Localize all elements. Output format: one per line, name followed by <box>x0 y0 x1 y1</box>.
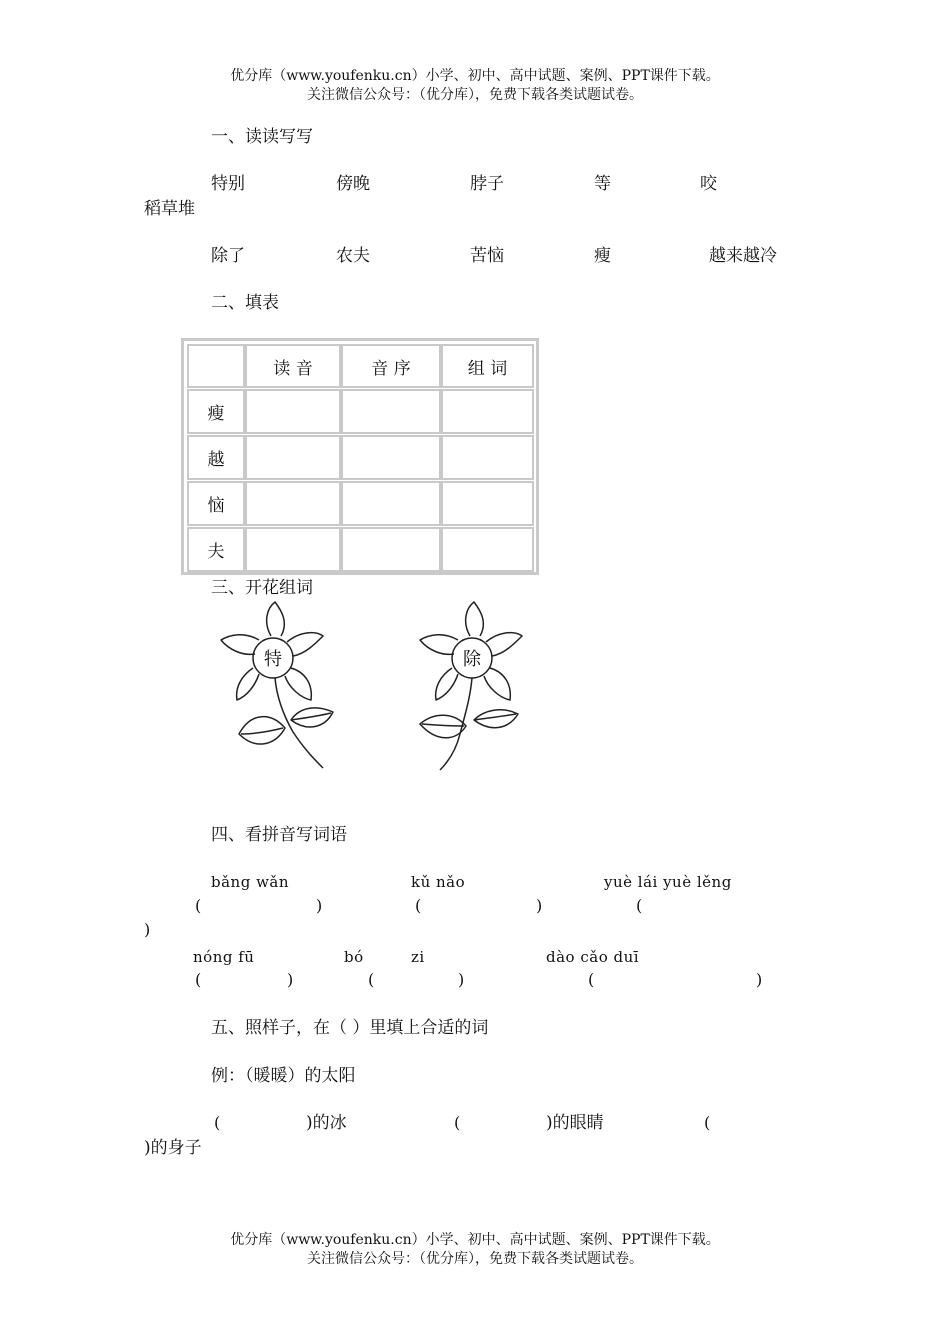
table-header-cell: 组 词 <box>441 344 534 388</box>
answer-paren-open[interactable]: ( <box>214 1113 221 1132</box>
answer-paren-open[interactable]: ( <box>195 970 202 989</box>
pinyin: dào cǎo duī <box>546 948 640 966</box>
pinyin: kǔ nǎo <box>411 873 466 891</box>
header-line-2: 关注微信公众号：（优分库），免费下载各类试题试卷。 <box>307 87 643 103</box>
answer-paren-open[interactable]: ( <box>704 1113 711 1132</box>
answer-paren-open[interactable]: ( <box>195 896 202 915</box>
pinyin: yuè lái yuè lěng <box>604 873 732 891</box>
table-input-cell[interactable] <box>441 389 534 434</box>
table-row-label: 恼 <box>187 481 245 526</box>
fill-table <box>181 338 539 575</box>
table-header-cell: 读 音 <box>245 344 341 388</box>
word-item: 特别 <box>211 174 245 194</box>
section5-title: 五、照样子，在（ ）里填上合适的词 <box>211 1018 489 1038</box>
pinyin: bǎng wǎn <box>211 873 290 891</box>
pinyin: zi <box>411 948 425 966</box>
fill-item: )的冰 <box>306 1113 347 1133</box>
answer-paren-close: ) <box>144 920 151 939</box>
table-row-label: 夫 <box>187 527 245 572</box>
answer-paren-open[interactable]: ( <box>368 970 375 989</box>
table-row-label: 越 <box>187 435 245 480</box>
word-item: 农夫 <box>336 246 370 266</box>
word-item: 傍晚 <box>336 174 370 194</box>
pinyin: bó <box>344 948 364 966</box>
table-input-cell[interactable] <box>245 435 341 480</box>
fill-item: )的身子 <box>144 1138 202 1158</box>
table-corner-cell <box>187 344 245 388</box>
answer-paren-close: ) <box>458 970 465 989</box>
section1-title: 一、读读写写 <box>211 127 313 147</box>
word-item: 越来越冷 <box>709 246 777 266</box>
footer-line-2: 关注微信公众号：（优分库），免费下载各类试题试卷。 <box>307 1251 643 1267</box>
answer-paren-open[interactable]: ( <box>636 896 643 915</box>
word-item: 稻草堆 <box>144 199 195 219</box>
table-input-cell[interactable] <box>341 435 441 480</box>
section2-title: 二、填表 <box>211 293 279 313</box>
example-line: 例：（暖暖）的太阳 <box>211 1066 356 1086</box>
word-item: 瘦 <box>594 246 611 266</box>
table-input-cell[interactable] <box>441 435 534 480</box>
table-input-cell[interactable] <box>245 481 341 526</box>
word-item: 除了 <box>211 246 245 266</box>
word-item: 苦恼 <box>470 246 504 266</box>
answer-paren-close: ) <box>287 970 294 989</box>
table-input-cell[interactable] <box>245 527 341 572</box>
word-item: 咬 <box>700 174 717 194</box>
fill-item: )的眼睛 <box>546 1113 604 1133</box>
flower-illustration <box>215 600 340 772</box>
answer-paren-open[interactable]: ( <box>415 896 422 915</box>
table-input-cell[interactable] <box>441 481 534 526</box>
table-row-label: 瘦 <box>187 389 245 434</box>
answer-paren-close: ) <box>756 970 763 989</box>
table-input-cell[interactable] <box>341 527 441 572</box>
flower-character: 特 <box>264 649 282 670</box>
table-input-cell[interactable] <box>245 389 341 434</box>
table-input-cell[interactable] <box>341 389 441 434</box>
table-header-cell: 音 序 <box>341 344 441 388</box>
answer-paren-open[interactable]: ( <box>454 1113 461 1132</box>
section4-title: 四、看拼音写词语 <box>211 825 347 845</box>
section3-title: 三、开花组词 <box>211 578 313 598</box>
pinyin: nóng fū <box>193 948 255 966</box>
header-line-1: 优分库（www.youfenku.cn）小学、初中、高中试题、案例、PPT课件下载。 <box>230 68 720 84</box>
table-input-cell[interactable] <box>341 481 441 526</box>
flower-illustration <box>414 600 539 772</box>
table-input-cell[interactable] <box>441 527 534 572</box>
word-item: 脖子 <box>470 174 504 194</box>
footer-line-1: 优分库（www.youfenku.cn）小学、初中、高中试题、案例、PPT课件下载。 <box>230 1232 720 1248</box>
answer-paren-close: ) <box>536 896 543 915</box>
answer-paren-open[interactable]: ( <box>588 970 595 989</box>
flower-character: 除 <box>463 649 481 670</box>
word-item: 等 <box>594 174 611 194</box>
answer-paren-close: ) <box>316 896 323 915</box>
